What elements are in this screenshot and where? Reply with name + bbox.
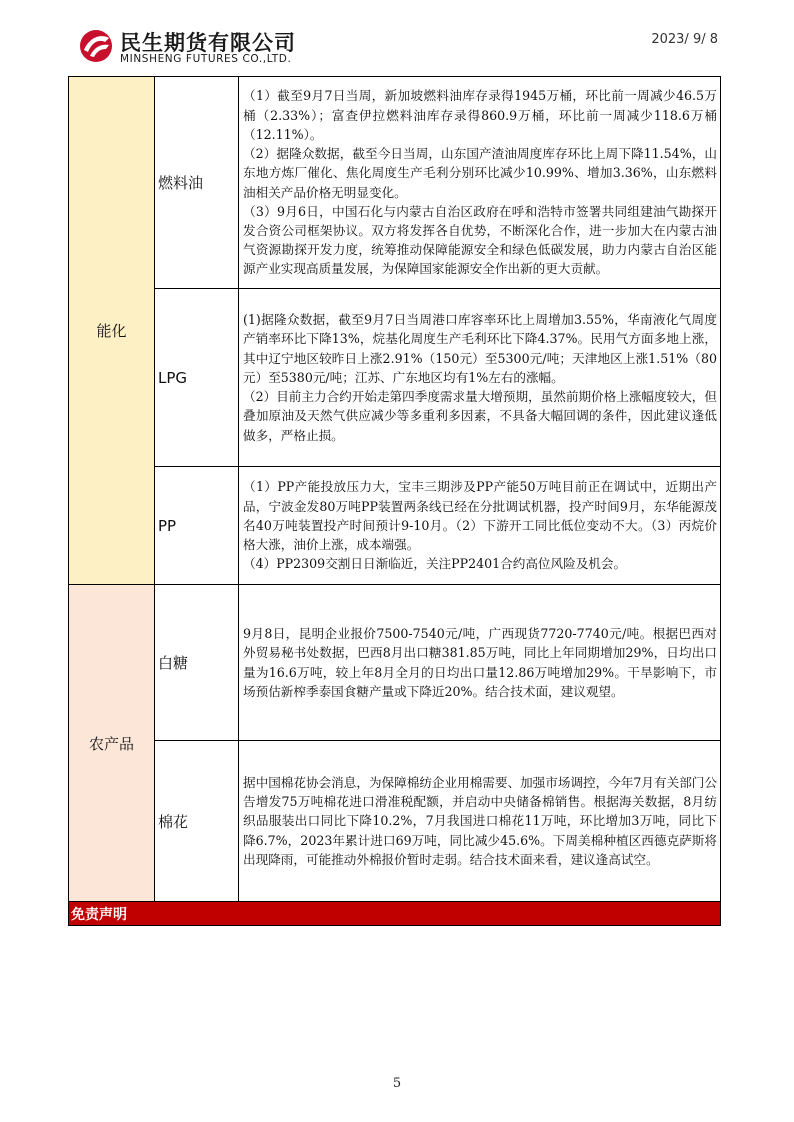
cotton-commentary — [239, 741, 721, 902]
product-sugar: 白糖 — [155, 585, 239, 741]
sugar-paragraph: 9月8日，昆明企业报价7500-7540元/吨，广西现货7720-7740元/吨。根据巴西对外贸易秘书处数据，巴西8月出口糖381.85万吨，同比上年同期增加29%，日均出口量为16.6万吨，较上年8月全月的日均出口量12.86万吨增加29%。干旱影响下，市场预估新榨季泰国食糖产量或下降近20%。结合技术面，建议观望。 — [243, 626, 717, 699]
fuel-oil-commentary — [239, 77, 721, 289]
table-row-cotton — [69, 741, 721, 902]
product-lpg: LPG — [155, 289, 239, 467]
pp-paragraph-1: （1）PP产能投放压力大，宝丰三期涉及PP产能50万吨目前正在调试中，近期出产品，宁波金发80万吨PP装置两条线已经在分批调试机器，投产时间9月，东华能源茂名40万吨装置投产时间预计9-10月。（2）下游开工同比低位变动不大。（3）丙烷价格大涨，油价上涨，成本端强。 — [243, 479, 717, 553]
cotton-paragraph: 据中国棉花协会消息，为保障棉纺企业用棉需要、加强市场调控，今年7月有关部门公告增发75万吨棉花进口滑准税配额，并启动中央储备棉销售。根据海关数据，8月纺织品服装出口同比下降10.2%，7月我国进口棉花11万吨，环比增加3万吨，同比下降6.7%，2023年累计进口69万吨，同比减少45.6%。下周美棉种植区西德克萨斯将出现降雨，可能推动外棉报价暂时走弱。结合技术面来看，建议逢高试空。 — [243, 774, 717, 867]
fuel-oil-paragraph-3: （3）9月6日，中国石化与内蒙古自治区政府在呼和浩特市签署共同组建油气勘探开发合资公司框架协议。双方将发挥各自优势，不断深化合作，进一步加大在内蒙古油气资源勘探开发力度，统筹推动保障能源安全和绿色低碳发展，助力内蒙古自治区能源产业实现高质量发展，为保障国家能源安全作出新的更大贡献。 — [243, 203, 717, 277]
commodity-table — [68, 76, 721, 926]
category-agri: 农产品 — [69, 585, 155, 902]
logo-chinese-name: 民生期货有限公司 — [120, 31, 296, 55]
report-date: 2023/ 9/ 8 — [651, 32, 718, 47]
page-header — [0, 0, 794, 75]
pp-commentary — [239, 467, 721, 585]
table-row-pp — [69, 467, 721, 585]
product-pp: PP — [155, 467, 239, 585]
logo-english-name: MINSHENG FUTURES CO.,LTD. — [120, 53, 292, 65]
category-energy: 能化 — [69, 77, 155, 585]
fuel-oil-paragraph-1: （1）截至9月7日当周，新加坡燃料油库存录得1945万桶，环比前一周减少46.5万桶（2.33%）；富查伊拉燃料油库存录得860.9万桶，环比前一周减少118.6万桶（12.11%）。 — [243, 88, 717, 142]
disclaimer-heading: 免责声明 — [69, 902, 721, 926]
table-row-fuel-oil — [69, 77, 721, 289]
product-cotton: 棉花 — [155, 741, 239, 902]
fuel-oil-paragraph-2: （2）据隆众数据，截至今日当周，山东国产渣油周度库存环比上周下降11.54%，山东地方炼厂催化、焦化周度生产毛利分别环比减少10.99%、增加3.36%，山东燃料油相关产品价格无明显变化。 — [243, 146, 717, 200]
lpg-paragraph-2: （2）目前主力合约开始走第四季度需求量大增预期，虽然前期价格上涨幅度较大，但叠加原油及天然气供应减少等多重利多因素，不具备大幅回调的条件，因此建议逢低做多，严格止损。 — [243, 389, 717, 443]
pp-paragraph-2: （4）PP2309交割日日渐临近，关注PP2401合约高位风险及机会。 — [243, 556, 627, 572]
lpg-paragraph-1: (1)据隆众数据，截至9月7日当周港口库容率环比上周增加3.55%，华南液化气周度产销率环比下降13%，烷基化周度生产毛利环比下降4.37%。民用气方面多地上涨，其中辽宁地区较昨日上涨2.91%（150元）至5300元/吨；天津地区上涨1.51%（80元）至5380元/吨；江苏、广东地区均有1%左右的涨幅。 — [243, 312, 717, 385]
table-row-lpg — [69, 289, 721, 467]
minsheng-logo-icon — [78, 28, 114, 64]
disclaimer-row — [69, 902, 721, 926]
lpg-commentary — [239, 289, 721, 467]
table-row-sugar — [69, 585, 721, 741]
sugar-commentary — [239, 585, 721, 741]
company-logo — [78, 24, 328, 72]
page-number: 5 — [392, 1076, 402, 1091]
product-fuel-oil: 燃料油 — [155, 77, 239, 289]
